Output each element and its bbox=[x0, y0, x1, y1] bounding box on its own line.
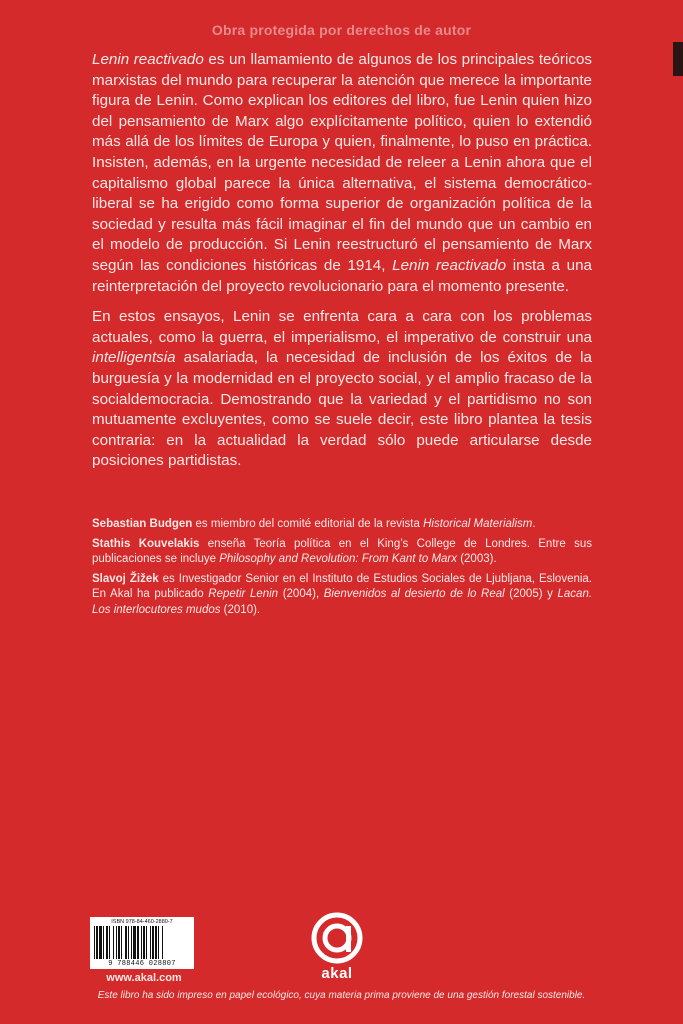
italic-term: intelligentsia bbox=[92, 349, 176, 367]
bio-italic: Historical Materialism bbox=[423, 518, 533, 530]
akal-logo-text: akal bbox=[321, 965, 353, 982]
author-name: Sebastian Budgen bbox=[92, 518, 193, 530]
publisher-website: www.akal.com bbox=[106, 972, 182, 984]
isbn-label: ISBN 978-84-460-2880-7 bbox=[111, 919, 173, 925]
synopsis-text bbox=[92, 50, 592, 482]
synopsis-paragraph-2 bbox=[92, 307, 592, 472]
bio-text: . bbox=[532, 518, 536, 530]
bio-italic: Bienvenidos al desierto de lo Real bbox=[323, 588, 505, 601]
copyright-watermark: Obra protegida por derechos de autor bbox=[211, 22, 472, 38]
spine-edge-mark bbox=[673, 42, 683, 76]
akal-logo bbox=[307, 912, 367, 984]
author-name: Stathis Kouvelakis bbox=[92, 537, 200, 550]
bio-zizek bbox=[92, 572, 592, 619]
bio-text: (2005) y bbox=[504, 588, 558, 601]
ecological-paper-note: Este libro ha sido impreso en papel ecológico, cuya materia prima proviene de una gestión forestal sostenible. bbox=[97, 990, 586, 1001]
akal-logo-icon bbox=[307, 912, 367, 968]
bio-text: (2004), bbox=[278, 588, 324, 601]
synopsis-text-span: asalariada, la necesidad de inclusión de los éxitos de la burguesía y la modernidad en el proyecto social, y el amplio fracaso de la socialdemocracia. Demostrando que la variedad y el partidismo no son mutuamente excluyentes, como se suele decir, este libro plantea la tesis contraria: en la actualidad la verdad sólo puede articularse desde posiciones partidistas. bbox=[92, 349, 592, 470]
author-bios bbox=[92, 517, 592, 623]
barcode-digits: 9 788446 028807 bbox=[108, 960, 176, 968]
synopsis-text-span: En estos ensayos, Lenin se enfrenta cara a cara con los problemas actuales, como la guerra, el imperialismo, el imperativo de construir una bbox=[92, 308, 592, 346]
author-name: Slavoj Žižek bbox=[92, 572, 159, 585]
book-title-italic: Lenin reactivado bbox=[92, 51, 204, 68]
bio-italic: Lacan. Los interlocutores mudos bbox=[92, 588, 593, 616]
bio-italic: Philosophy and Revolution: From Kant to Marx bbox=[219, 553, 458, 566]
synopsis-text-span: es un llamamiento de algunos de los principales teóricos marxistas del mundo para recuperar la atención que merece la importante figura de Lenin. Como explican los editores del libro, fue Lenin quien hizo del pensamiento de Marx algo explícitamente político, quien lo extendió más allá de los límites de Europa y quien, finalmente, lo puso en práctica. Insisten, además, en la urgente necesidad de releer a Lenin ahora que el capitalismo global parece la única alternativa, el sistema democrático-liberal se ha erigido como forma superior de organización política de la sociedad y resulta más fácil imaginar el fin del mundo que un cambio en el modelo de producción. Si Lenin reestructuró el pensamiento de Marx según las condiciones históricas de 1914, bbox=[92, 51, 593, 274]
barcode bbox=[90, 917, 194, 969]
bio-kouvelakis bbox=[92, 537, 592, 568]
barcode-bars-icon bbox=[94, 926, 190, 959]
bio-italic: Repetir Lenin bbox=[208, 588, 279, 601]
bio-text: enseña Teoría política en el King’s College de Londres. Entre sus publicaciones se incluye bbox=[92, 537, 592, 566]
bio-text: (2003). bbox=[457, 553, 497, 566]
bio-text: es Investigador Senior en el Instituto de Estudios Sociales de Ljubljana, Eslovenia. En Akal ha publicado bbox=[92, 572, 593, 601]
bio-text: es miembro del comité editorial de la revista bbox=[192, 518, 424, 530]
synopsis-text-span: insta a una reinterpretación del proyecto revolucionario para el momento presente. bbox=[92, 256, 592, 295]
book-title-italic: Lenin reactivado bbox=[392, 256, 507, 274]
synopsis-paragraph-1 bbox=[92, 50, 592, 297]
bio-text: (2010). bbox=[220, 603, 261, 616]
bio-budgen bbox=[92, 517, 592, 533]
